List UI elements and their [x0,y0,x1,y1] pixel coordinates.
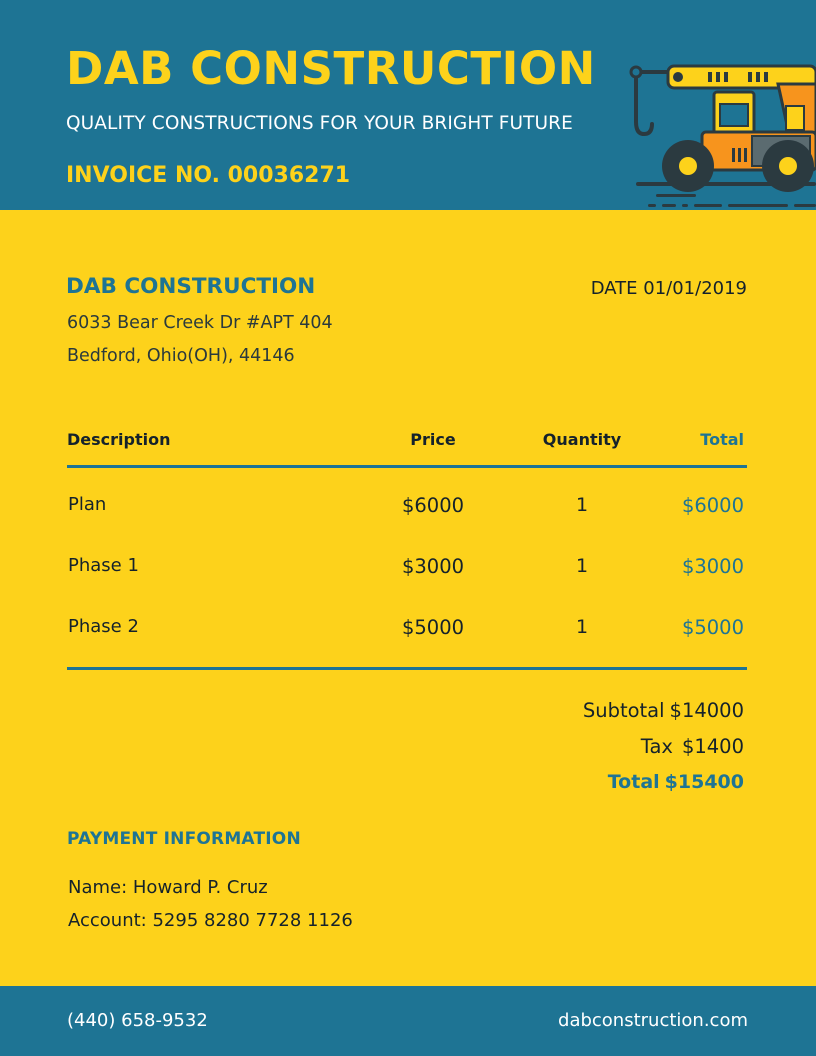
column-header-total: Total [700,430,744,449]
row-description: Plan [68,494,107,515]
row-total: $3000 [681,555,744,578]
invoice-number: INVOICE NO. 00036271 [66,163,351,188]
column-header-description: Description [67,430,171,449]
footer-band [0,986,816,1056]
row-total: $5000 [681,616,744,639]
row-price: $5000 [401,616,465,639]
crane-truck-icon [628,56,816,210]
tagline: QUALITY CONSTRUCTIONS FOR YOUR BRIGHT FUTURE [66,113,573,134]
company-name: DAB CONSTRUCTION [66,274,316,299]
payment-name: Name: Howard P. Cruz [68,877,268,898]
row-quantity: 1 [575,555,589,577]
subtotal-value: $14000 [669,699,744,722]
payment-account: Account: 5295 8280 7728 1126 [68,910,353,931]
tax-label: Tax [640,735,673,758]
row-description: Phase 1 [68,555,139,576]
row-price: $3000 [401,555,465,578]
total-value: $15400 [664,771,744,793]
subtotal-label: Subtotal [582,699,665,722]
row-quantity: 1 [575,494,589,516]
subtotal [583,699,744,722]
table-row [0,616,816,646]
table-row [0,555,816,585]
row-total: $6000 [681,494,744,517]
row-quantity: 1 [575,616,589,638]
column-header-price: Price [410,430,456,449]
table-row [0,494,816,524]
tax-value: $1400 [681,735,744,758]
table-bottom-divider [67,667,747,670]
payment-info-title: PAYMENT INFORMATION [67,829,301,849]
invoice-date: DATE 01/01/2019 [590,278,747,299]
grand-total [608,771,744,793]
table-top-divider [67,465,747,468]
row-description: Phase 2 [68,616,139,637]
column-header-quantity: Quantity [542,430,622,449]
brand-title: DAB CONSTRUCTION [66,42,596,95]
footer-website: dabconstruction.com [558,1010,748,1031]
address-line-1: 6033 Bear Creek Dr #APT 404 [67,313,333,333]
footer-phone: (440) 658-9532 [67,1010,208,1031]
row-price: $6000 [401,494,465,517]
header-band [0,0,816,210]
total-label: Total [607,771,660,793]
tax [641,735,744,758]
address-line-2: Bedford, Ohio(OH), 44146 [67,346,295,366]
